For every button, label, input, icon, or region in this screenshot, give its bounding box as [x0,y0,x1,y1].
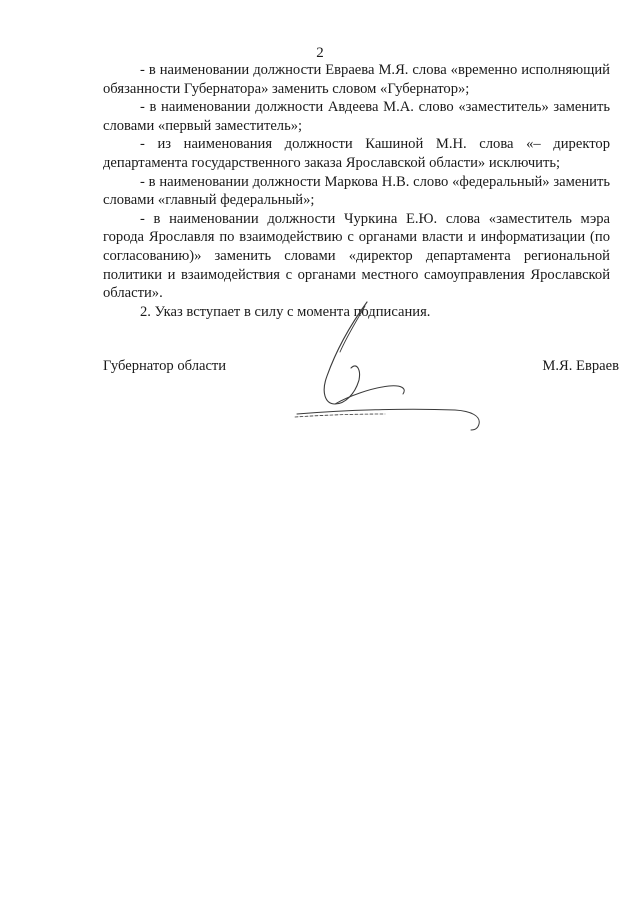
paragraph-amend-markov: - в наименовании должности Маркова Н.В. слово «федеральный» заменить словами «главный федеральный»; [103,173,610,209]
handwritten-signature [285,296,495,432]
paragraph-amend-avdeev: - в наименовании должности Авдеева М.А. слово «заместитель» заменить словами «первый заместитель»; [103,99,610,134]
document-body [103,61,610,321]
paragraph-amend-evraev: - в наименовании должности Евраева М.Я. слова «временно исполняющий обязанности Губернатора» заменить словом «Губернатор»; [103,62,610,97]
paragraph-amend-kashina: - из наименования должности Кашиной М.Н. слова «– директор департамента государственного заказа Ярославской области» исключить; [103,136,610,171]
signatory-name: М.Я. Евраев [542,358,619,374]
signatory-role: Губернатор области [103,358,227,374]
page-number: 2 [316,45,324,61]
paragraph-amend-churkin: - в наименовании должности Чуркина Е.Ю. слова «заместитель мэра города Ярославля по взаимодействию с органами власти и информатизации (по согласованию)» заменить словами «директор департамента региональной политики и взаимодействия с органами местного самоуправления Ярославской области». [103,210,610,302]
paragraph-effective-date: 2. Указ вступает в силу с момента подписания. [140,303,431,320]
